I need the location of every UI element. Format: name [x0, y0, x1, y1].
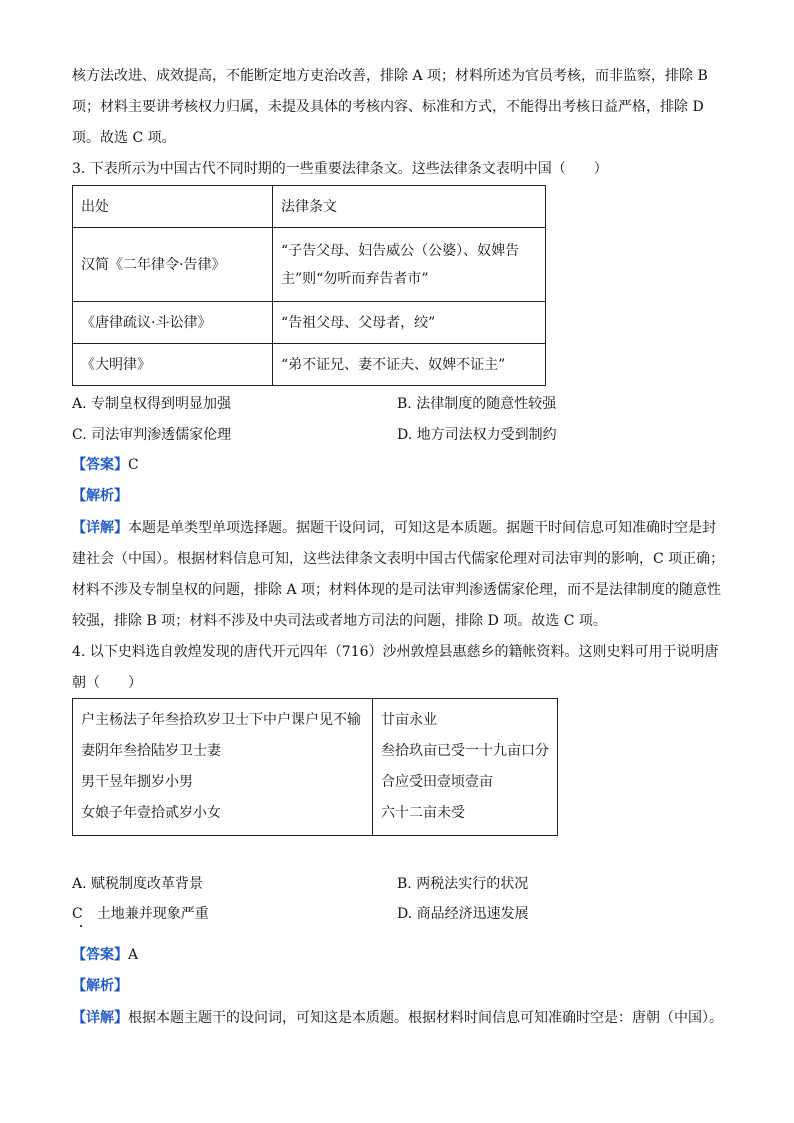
q4-answer [72, 945, 138, 965]
q3-header-text: 法律条文 [273, 186, 546, 228]
q4-detail-text-1: 根据本题主题干的设问词，可知这是本质题。根据材料时间信息可知准确时空是：唐朝（中国）。 [128, 1010, 723, 1026]
q3-detail-line-1 [72, 518, 716, 538]
q3-detail-line-4: 较强，排除 B 项；材料不涉及中央司法或者地方司法的问题，排除 D 项。故选 C 项。 [72, 613, 607, 629]
stray-dot [80, 925, 82, 927]
q4-right-line-1: 廿亩永业 [381, 712, 437, 728]
q3-law-table [72, 185, 546, 386]
q3-detail-line-2: 建社会（中国）。根据材料信息可知，这些法律条文表明中国古代儒家伦理对司法审判的影响，C 项正确； [72, 551, 725, 567]
q4-answer-value: A [128, 947, 139, 963]
q3-answer [72, 455, 139, 475]
q3-row1-source: 汉简《二年律令·告律》 [73, 228, 273, 302]
q4-table-left [73, 699, 373, 836]
q3-analysis-tag: 【解析】 [72, 488, 128, 504]
q3-option-b: B. 法律制度的随意性较强 [397, 396, 557, 412]
q4-option-a: A. 赋税制度改革背景 [72, 876, 204, 892]
q4-right-line-2: 叁拾玖亩已受一十九亩口分 [381, 743, 549, 759]
q3-row3-source: 《大明律》 [73, 344, 273, 386]
q3-row2-source: 《唐律疏议·斗讼律》 [73, 302, 273, 344]
q4-detail-tag: 【详解】 [72, 1010, 128, 1026]
q4-answer-tag: 【答案】 [72, 947, 128, 963]
q3-row3-text: “弟不证兄、妻不证夫、奴婢不证主” [273, 344, 546, 386]
q4-analysis-label [72, 976, 128, 996]
q3-option-c: C. 司法审判渗透儒家伦理 [72, 427, 232, 443]
prev-analysis-line-2: 项；材料主要讲考核权力归属，未提及具体的考核内容、标准和方式，不能得出考核日益严格，排除 D [72, 99, 704, 115]
q4-table-right [373, 699, 558, 836]
q3-detail-line-3: 材料不涉及专制皇权的问题，排除 A 项；材料体现的是司法审判渗透儒家伦理，而不是法律制度的随意性 [72, 582, 722, 598]
q4-stem-line-1: 4. 以下史料选自敦煌发现的唐代开元四年（716）沙州敦煌县惠慈乡的籍帐资料。这则史料可用于说明唐 [72, 644, 719, 660]
q3-row2-text: “告祖父母、父母者，绞” [273, 302, 546, 344]
q3-detail-tag: 【详解】 [72, 520, 128, 536]
q4-right-line-4: 六十二亩未受 [381, 805, 465, 821]
q4-option-d: D. 商品经济迅速发展 [397, 906, 529, 922]
q4-left-line-1: 户主杨法子年叁拾玖岁卫士下中户课户见不输 [81, 712, 361, 728]
q3-option-d: D. 地方司法权力受到制约 [397, 427, 557, 443]
q4-option-c: C 土地兼并现象严重 [72, 906, 209, 922]
q3-answer-value: C [128, 457, 139, 473]
q4-left-line-3: 男干昱年捌岁小男 [81, 774, 193, 790]
q4-left-line-4: 女娘子年壹拾贰岁小女 [81, 805, 221, 821]
q4-stem-line-2: 朝（ ） [72, 675, 142, 691]
q4-analysis-tag: 【解析】 [72, 978, 128, 994]
q3-detail-text-1: 本题是单类型单项选择题。据题干设问词，可知这是本质题。据题干时间信息可知准确时空是封 [128, 520, 716, 536]
q3-row1-text [273, 228, 546, 302]
q3-analysis-label [72, 486, 128, 506]
q4-option-b: B. 两税法实行的状况 [397, 876, 529, 892]
q4-detail-line-1 [72, 1008, 723, 1028]
prev-analysis-line-3: 项。故选 C 项。 [72, 130, 176, 146]
q3-answer-tag: 【答案】 [72, 457, 128, 473]
q4-register-table [72, 698, 558, 836]
q4-right-line-3: 合应受田壹顷壹亩 [381, 774, 493, 790]
prev-analysis-line-1: 核方法改进、成效提高，不能断定地方吏治改善，排除 A 项；材料所述为官员考核，而非监察，排除 B [72, 68, 708, 84]
q3-row1-text-line1: “子告父母、妇告威公（公婆）、奴婢告 [281, 242, 520, 259]
q3-row1-text-line2: 主”则“勿听而弃告者市” [281, 270, 429, 287]
q3-header-source: 出处 [73, 186, 273, 228]
q3-stem: 3. 下表所示为中国古代不同时期的一些重要法律条文。这些法律条文表明中国（ ） [72, 161, 608, 177]
q3-option-a: A. 专制皇权得到明显加强 [72, 396, 232, 412]
q4-left-line-2: 妻阴年叁拾陆岁卫士妻 [81, 743, 221, 759]
